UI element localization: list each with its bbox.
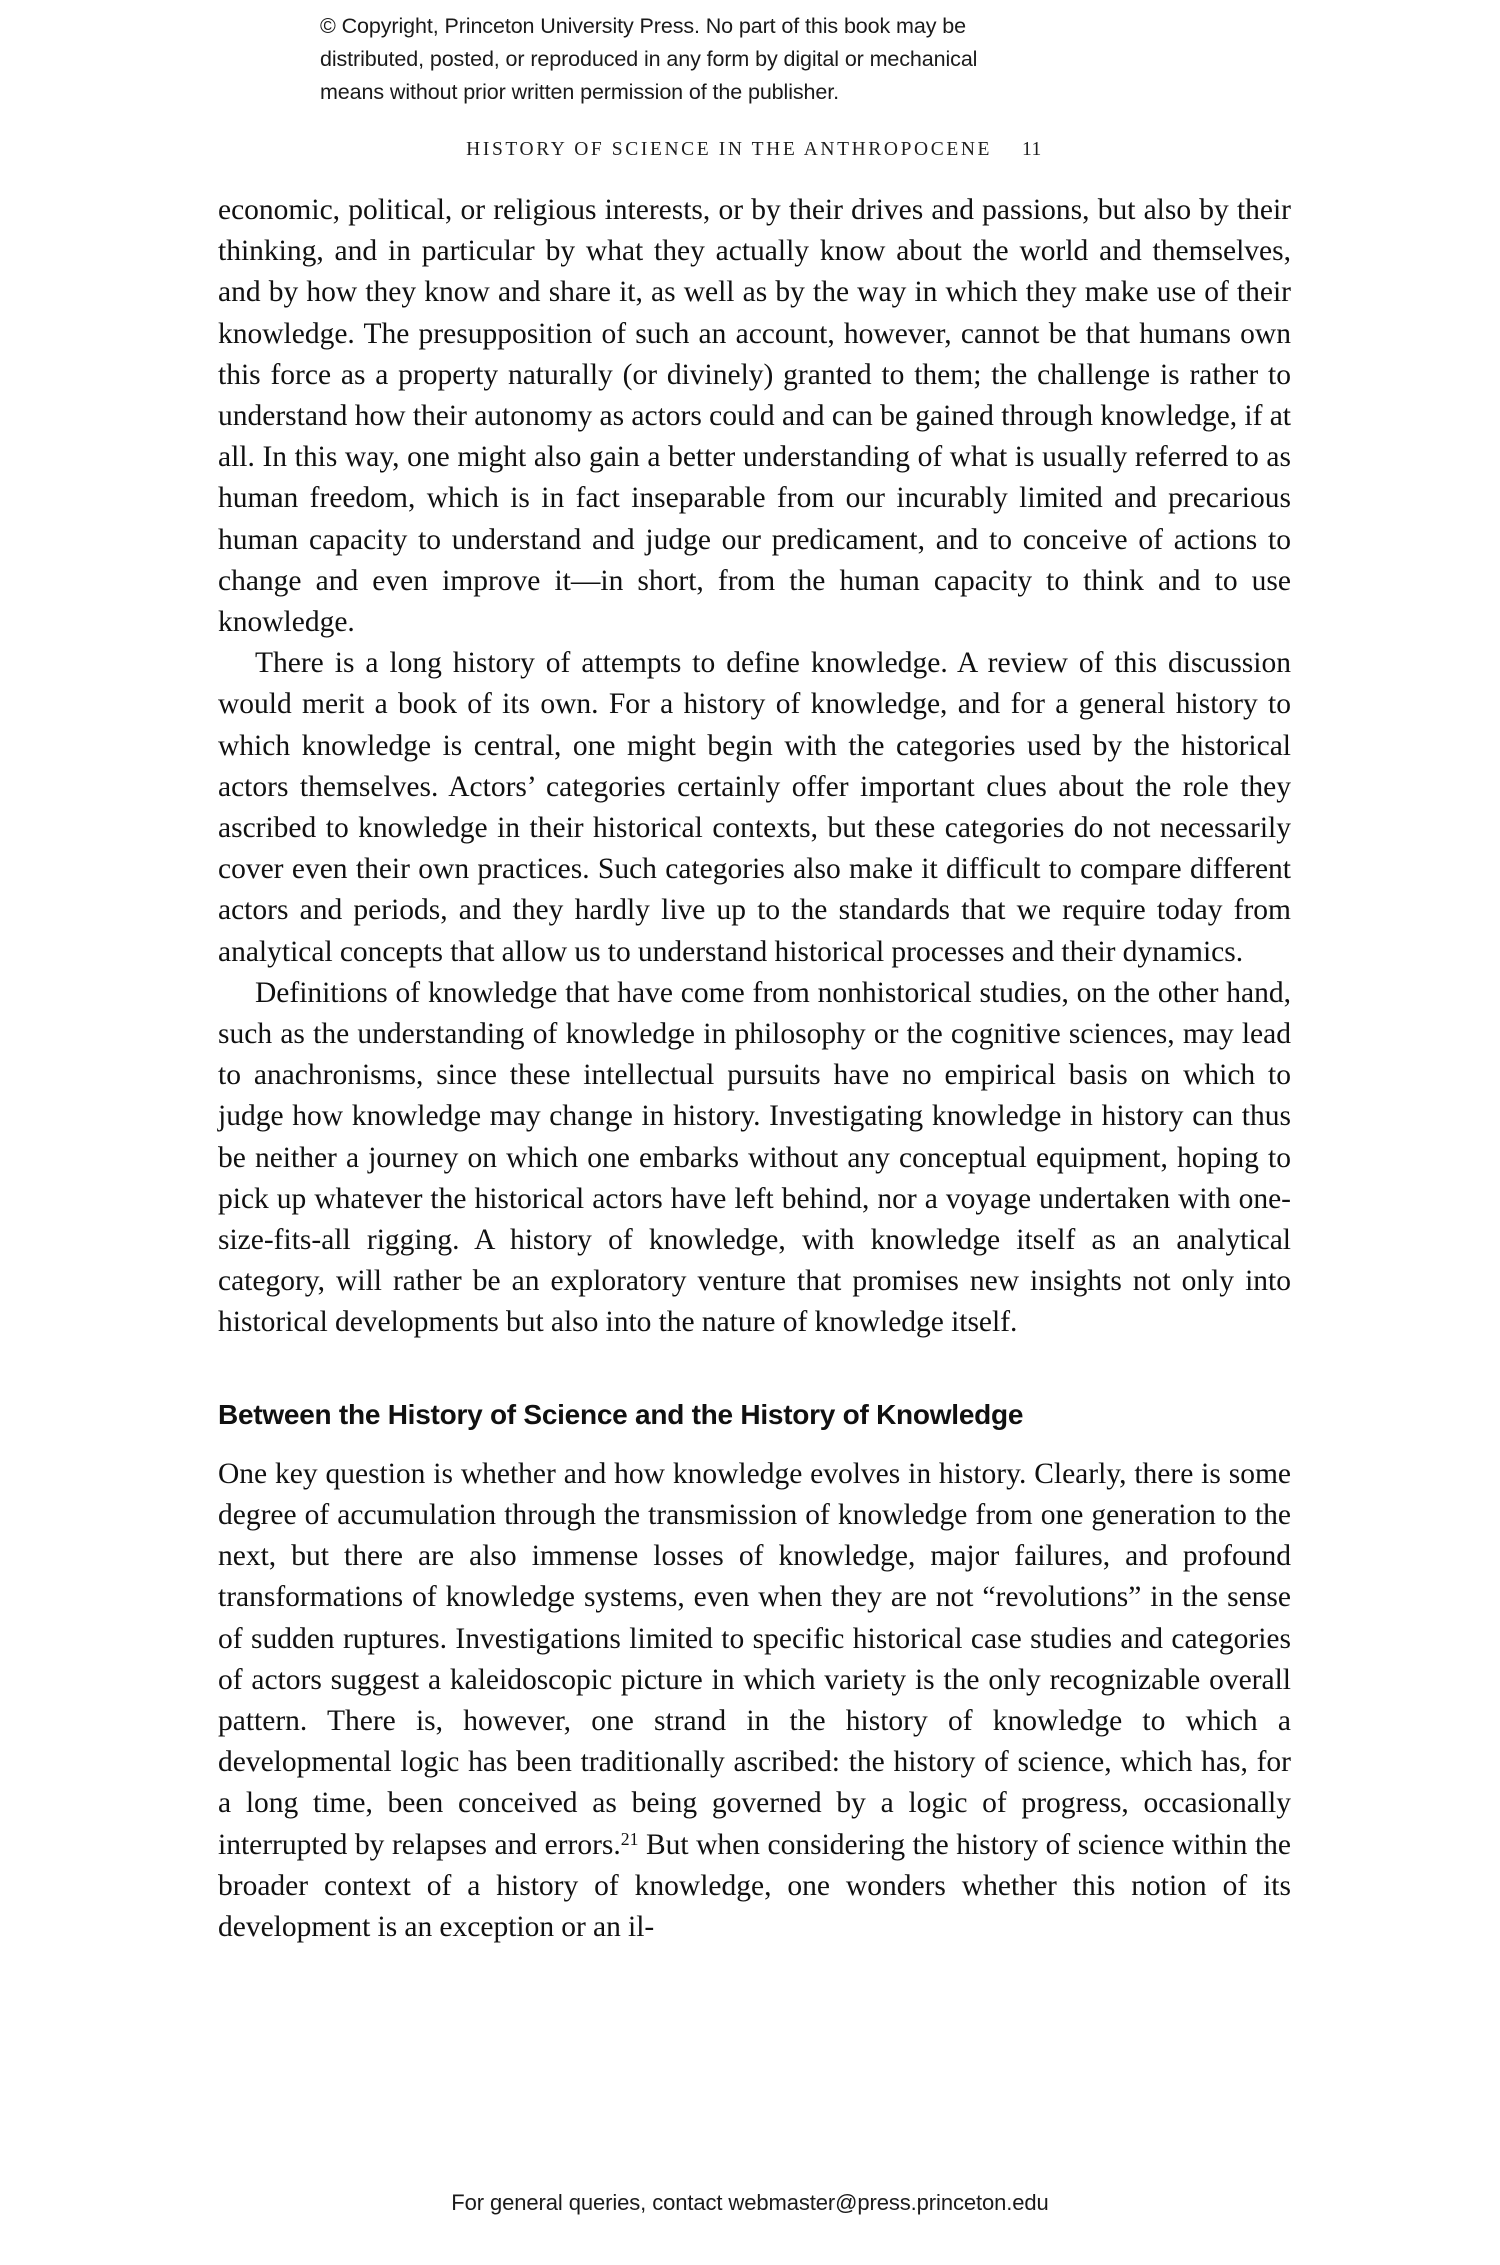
paragraph-4: [218, 1454, 1291, 1948]
section-heading: Between the History of Science and the History of Knowledge: [218, 1398, 1024, 1430]
paragraph-2: There is a long history of attempts to define knowledge. A review of this discussion would merit a book of its own. For a history of knowledge, and for a general history to which knowledge is central, one might begin with the categories used by the historical actors themselves. Actors’ categories certainly offer important clues about the role they ascribed to knowledge in their historical contexts, but these categories do not necessarily cover even their own practices. Such categories also make it difficult to compare different actors and periods, and they hardly live up to the standards that we require today from analytical concepts that allow us to understand historical processes and their dynamics.: [218, 647, 1291, 968]
footer-queries-notice: For general queries, contact webmaster@press.princeton.edu: [451, 2190, 1049, 2215]
body-text-block: [218, 190, 1291, 1948]
paragraph-4-text-after-footnote: But when considering the history of science within the broader context of a history of knowledge, one wonders whether this notion of its development is an exception or an il-: [218, 1828, 1291, 1943]
running-head: [218, 138, 1290, 161]
paragraph-3: Definitions of knowledge that have come from nonhistorical studies, on the other hand, such as the understanding of knowledge in philosophy or the cognitive sciences, may lead to anachronisms, since these intellectual pursuits have no empirical basis on which to judge how knowledge may change in history. Investigating knowledge in history can thus be neither a journey on which one embarks without any conceptual equipment, hoping to pick up whatever the historical actors have left behind, nor a voyage undertaken with one-size-fits-all rigging. A history of knowledge, with knowledge itself as an analytical category, will rather be an exploratory venture that promises new insights not only into historical developments but also into the nature of knowledge itself.: [218, 976, 1291, 1339]
paragraph-4-text-before-footnote: One key question is whether and how knowledge evolves in history. Clearly, there is some degree of accumulation through the transmission of knowledge from one generation to the next, but there are also immense losses of knowledge, major failures, and profound transformations of knowledge systems, even when they are not “revolutions” in the sense of sudden ruptures. Investigations limited to specific historical case studies and categories of actors suggest a kaleidoscopic picture in which variety is the only recognizable overall pattern. There is, however, one strand in the history of knowledge to which a developmental logic has been traditionally ascribed: the history of science, which has, for a long time, been conceived as being governed by a logic of progress, occasionally interrupted by relapses and errors.: [218, 1457, 1291, 1861]
copyright-notice: © Copyright, Princeton University Press. No part of this book may be distributed, posted, or reproduced in any form by digital or mechanical means without prior written permission of the publisher.: [320, 14, 978, 104]
running-head-title: HISTORY OF SCIENCE IN THE ANTHROPOCENE: [466, 139, 993, 160]
page-number: 11: [1022, 139, 1042, 160]
paragraph-1: economic, political, or religious interests, or by their drives and passions, but also by their thinking, and in particular by what they actually know about the world and themselves, and by how they know and share it, as well as by the way in which they make use of their knowledge. The presupposition of such an account, however, cannot be that humans own this force as a property naturally (or divinely) granted to them; the challenge is rather to understand how their autonomy as actors could and can be gained through knowledge, if at all. In this way, one might also gain a better understanding of what is usually referred to as human freedom, which is in fact inseparable from our incurably limited and precarious human capacity to understand and judge our predicament, and to conceive of actions to change and even improve it—in short, from the human capacity to think and to use knowledge.: [218, 194, 1291, 639]
footnote-marker-21[interactable]: 21: [620, 1828, 639, 1849]
